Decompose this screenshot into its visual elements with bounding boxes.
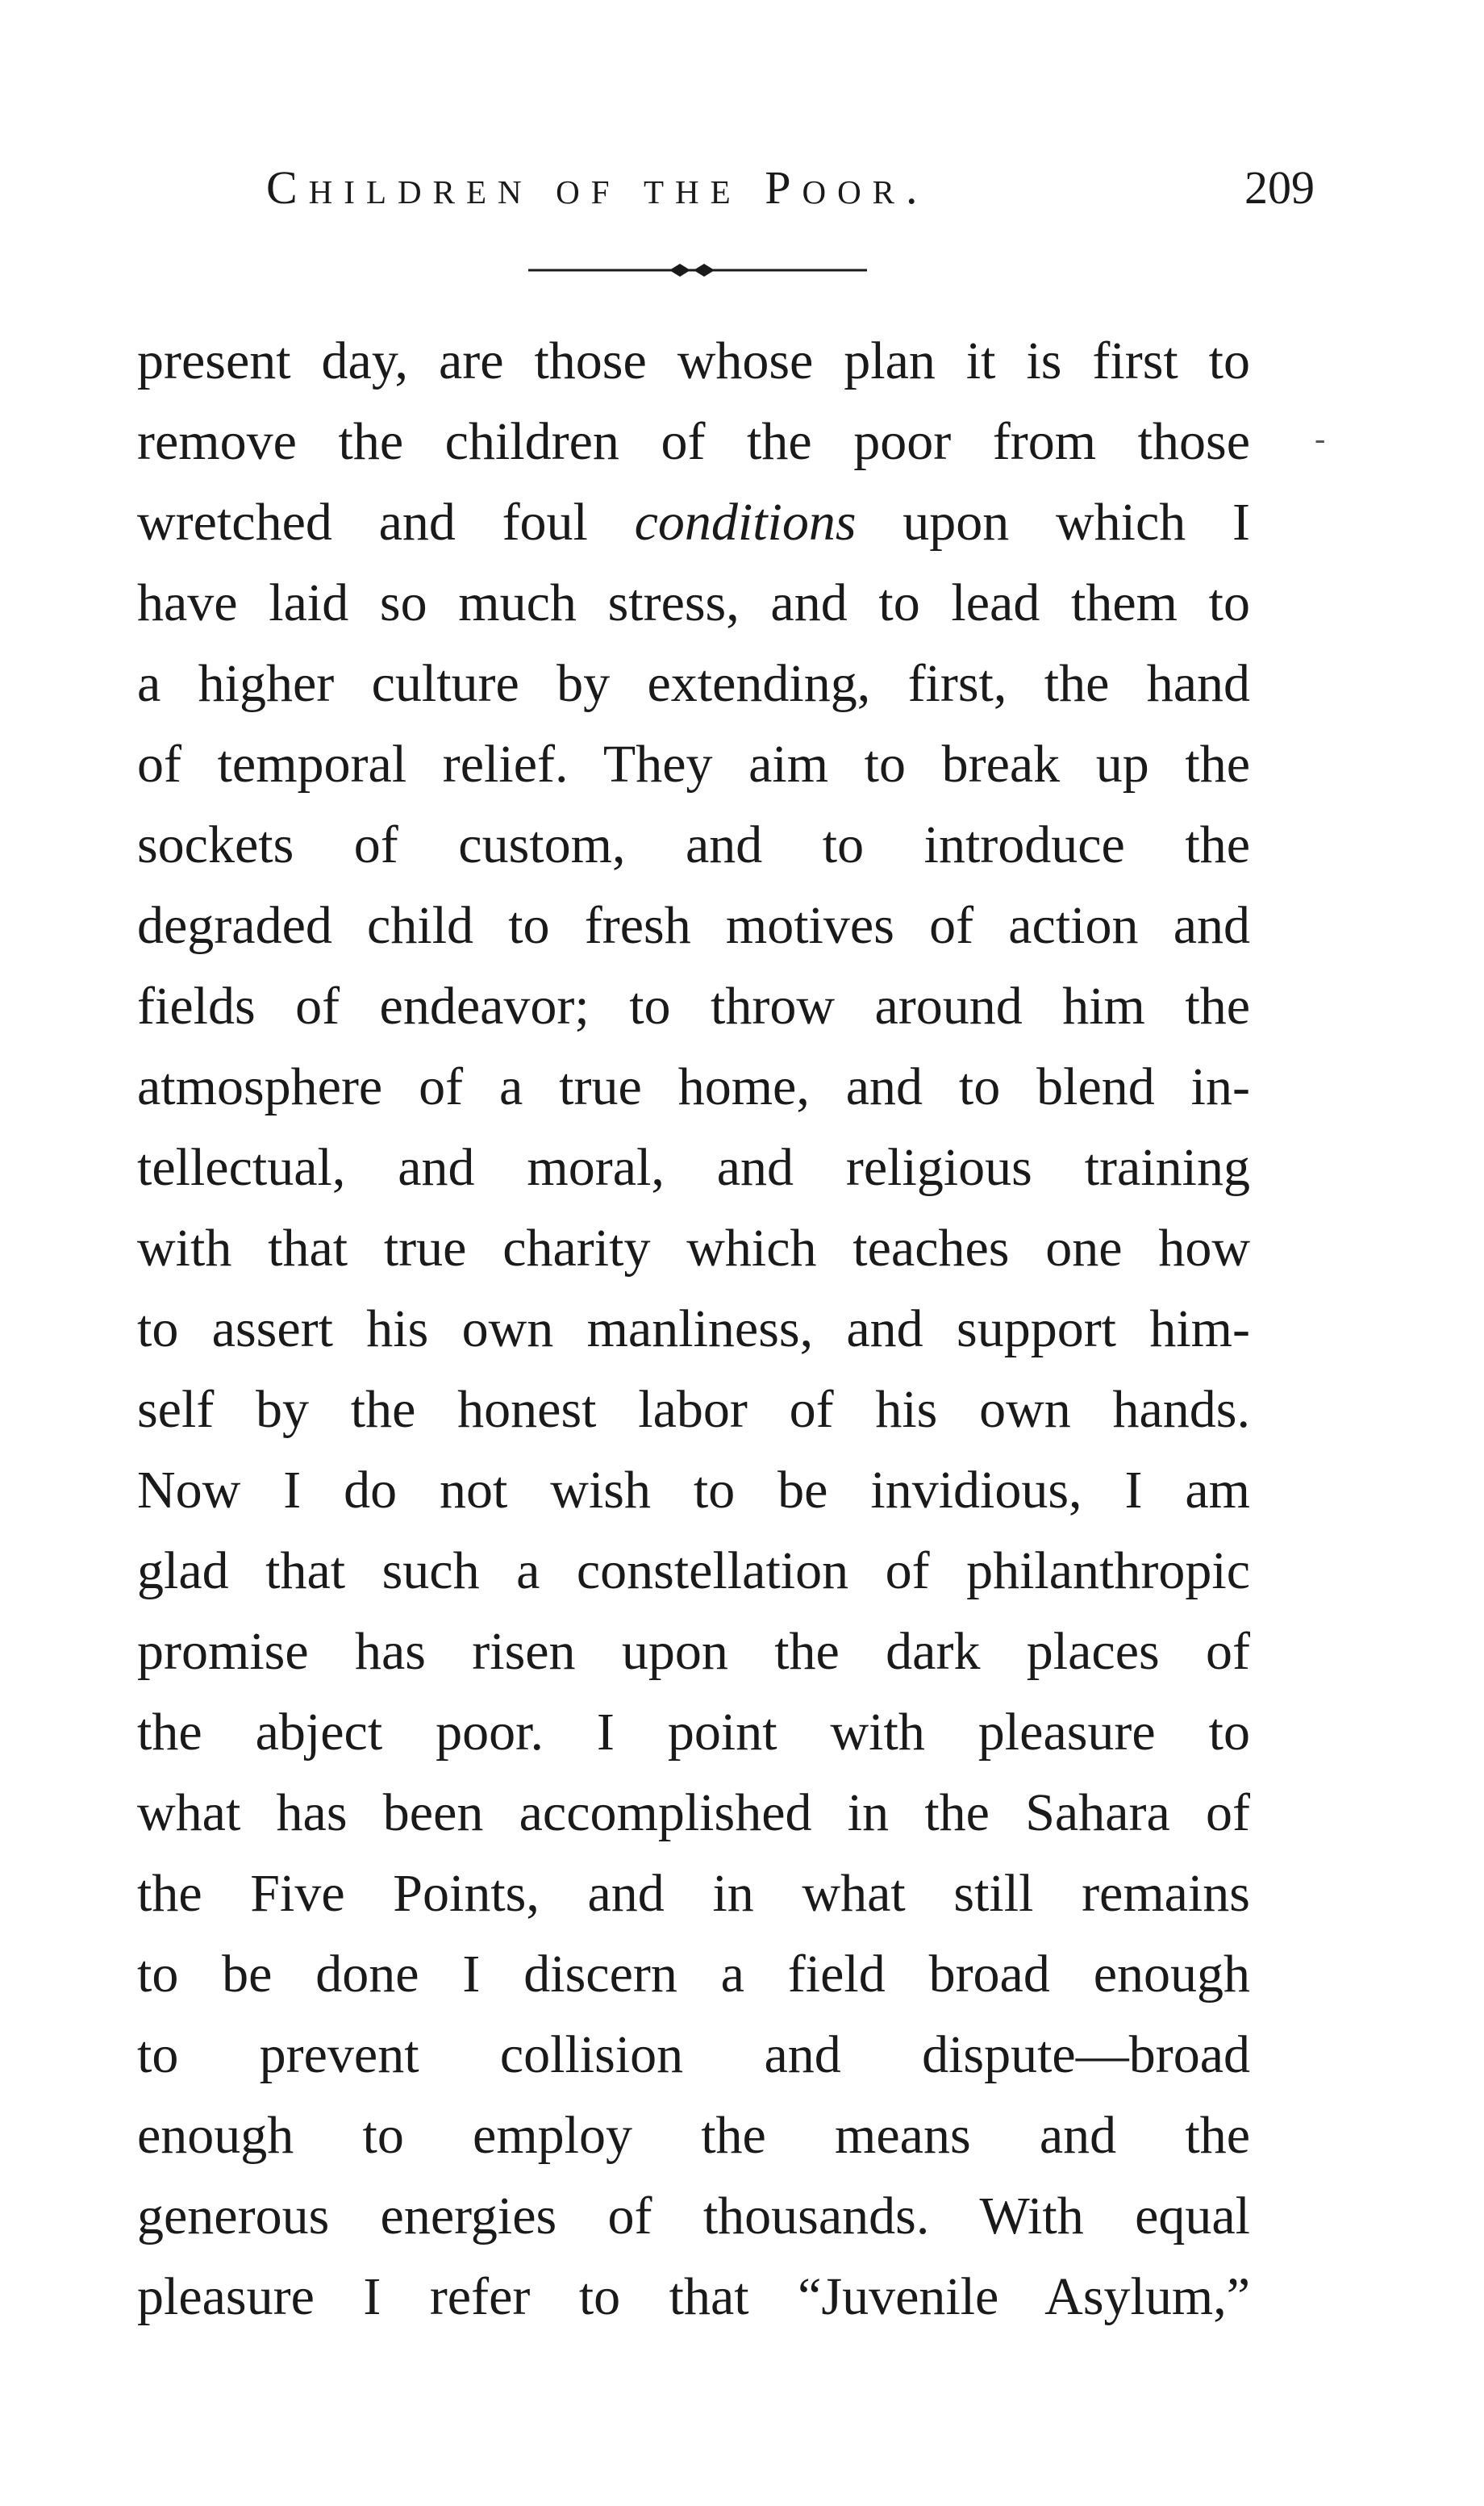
text-line: glad that such a constellation of philanthropic [137, 1541, 1250, 1600]
text-line: to assert his own manliness, and support him- [137, 1299, 1250, 1358]
text-line: pleasure I refer to that “Juvenile Asylum,” [137, 2267, 1250, 2326]
text-line: the Five Points, and in what still remains [137, 1864, 1250, 1923]
text-line: generous energies of thousands. With equal [137, 2187, 1250, 2245]
text-line: with that true charity which teaches one how [137, 1219, 1250, 1278]
text-line: atmosphere of a true home, and to blend in- [137, 1057, 1250, 1116]
text-line: sockets of custom, and to introduce the [137, 815, 1250, 874]
italic-word: conditions [634, 493, 857, 552]
text-line: to be done I discern a field broad enough [137, 1945, 1250, 2004]
text-line: Now I do not wish to be invidious, I am [137, 1461, 1250, 1520]
text-line: tellectual, and moral, and religious training [137, 1138, 1250, 1197]
header-rule-ornament [528, 258, 867, 282]
text-line: remove the children of the poor from those [137, 412, 1250, 471]
text-line: have laid so much stress, and to lead them to [137, 573, 1250, 632]
text-line: wretched and foul conditions upon which I [137, 493, 1250, 552]
text-line: present day, are those whose plan it is first to [137, 331, 1250, 390]
page-number: 209 [1244, 161, 1315, 214]
text-line: fields of endeavor; to throw around him the [137, 977, 1250, 1036]
body-text [137, 321, 1250, 2337]
margin-mark: - [1315, 420, 1326, 457]
text-line: of temporal relief. They aim to break up the [137, 735, 1250, 794]
text-line: degraded child to fresh motives of action and [137, 896, 1250, 955]
text-line: the abject poor. I point with pleasure to [137, 1703, 1250, 1762]
running-title: Children of the Poor. [266, 161, 929, 214]
running-head [266, 152, 1315, 224]
text-line: enough to employ the means and the [137, 2106, 1250, 2165]
text-line: a higher culture by extending, first, the hand [137, 654, 1250, 713]
text-line: what has been accomplished in the Sahara of [137, 1783, 1250, 1842]
text-line: self by the honest labor of his own hands. [137, 1380, 1250, 1439]
text-line: promise has risen upon the dark places of [137, 1622, 1250, 1681]
text-line: to prevent collision and dispute—broad [137, 2025, 1250, 2084]
